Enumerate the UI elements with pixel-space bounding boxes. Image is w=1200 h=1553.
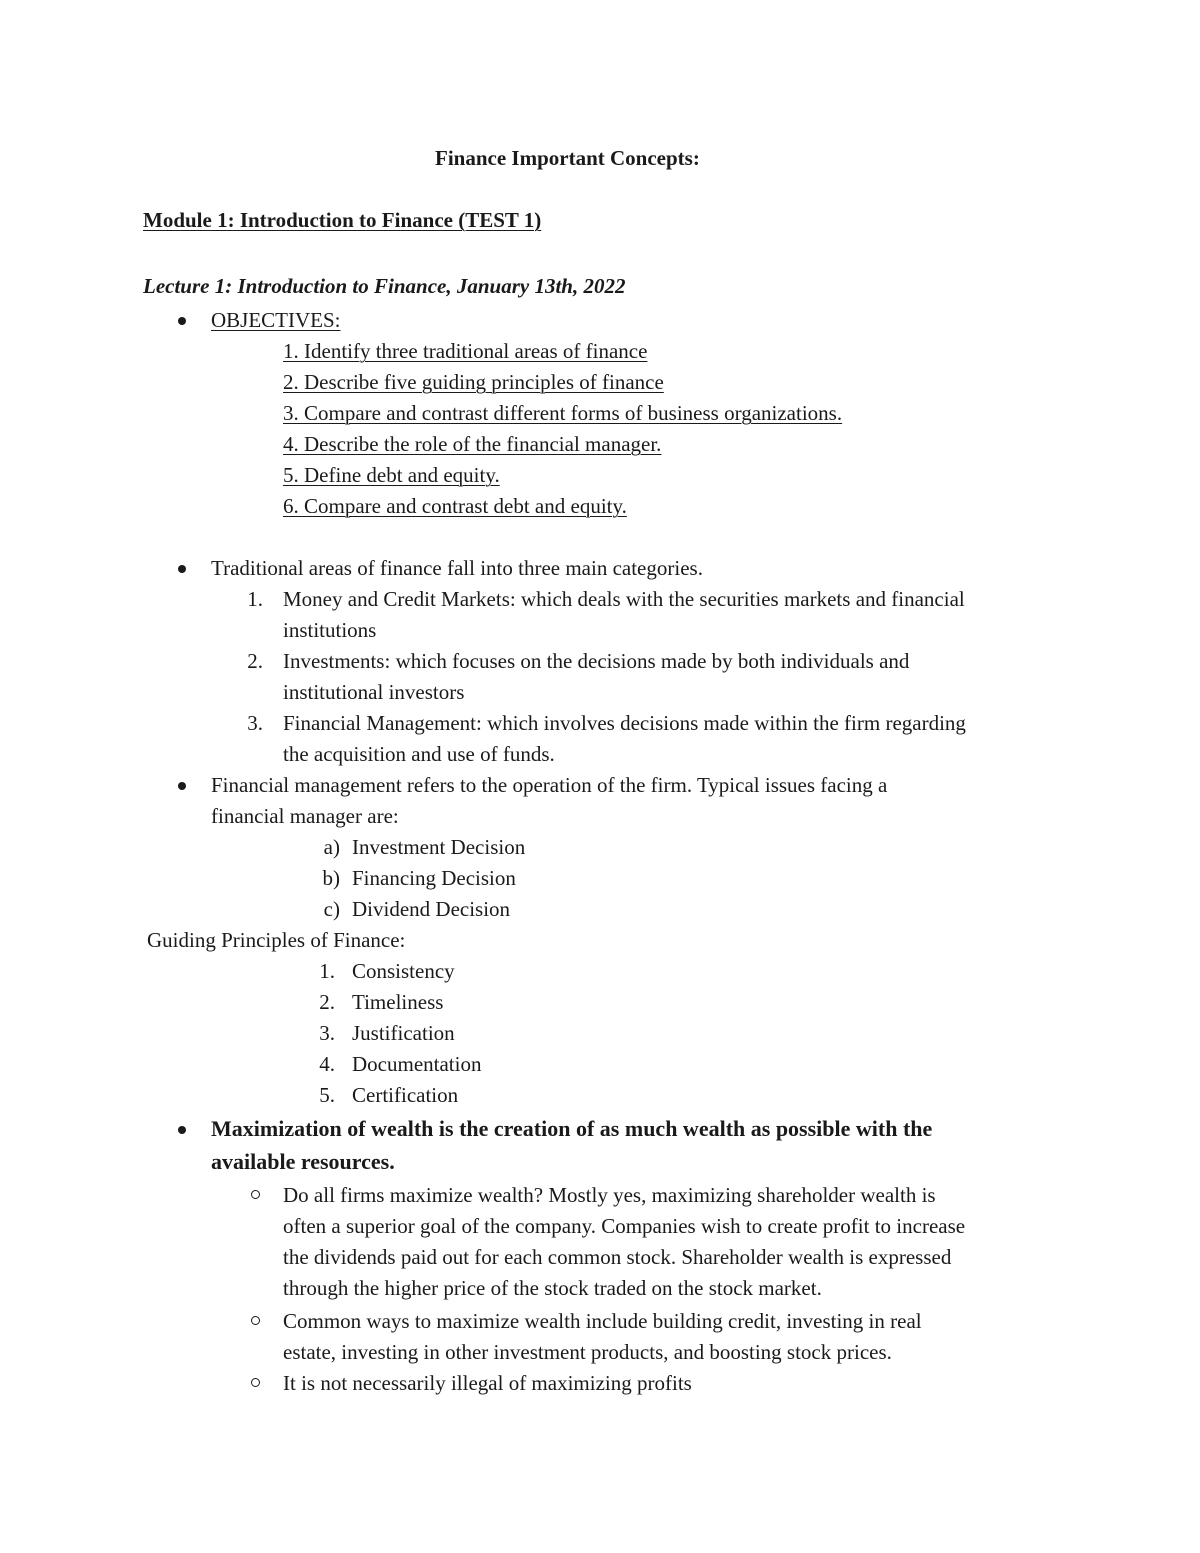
list-number: 3. bbox=[247, 711, 263, 735]
objective-item: 5. Define debt and equity. bbox=[283, 463, 500, 487]
lecture-heading: Lecture 1: Introduction to Finance, January 13th, 2022 bbox=[143, 274, 626, 298]
traditional-item-line: institutional investors bbox=[283, 680, 465, 704]
principle-item: Certification bbox=[352, 1083, 459, 1107]
list-letter: c) bbox=[323, 897, 340, 921]
decision-item: Dividend Decision bbox=[352, 897, 511, 921]
sub-point-line: often a superior goal of the company. Companies wish to create profit to increase bbox=[283, 1214, 966, 1238]
list-number: 5. bbox=[319, 1083, 335, 1107]
maximization-heading: available resources. bbox=[211, 1149, 395, 1174]
sub-point-line: estate, investing in other investment products, and boosting stock prices. bbox=[283, 1340, 892, 1364]
decision-item: Investment Decision bbox=[352, 835, 526, 859]
list-number: 4. bbox=[319, 1052, 335, 1076]
bullet-icon bbox=[178, 565, 186, 573]
maximization-heading: Maximization of wealth is the creation of as much wealth as possible with the bbox=[211, 1116, 933, 1141]
list-number: 3. bbox=[319, 1021, 335, 1045]
bullet-icon bbox=[178, 1126, 186, 1134]
finmgmt-text: financial manager are: bbox=[211, 804, 399, 828]
bullet-icon bbox=[178, 782, 186, 790]
sub-point-line: Common ways to maximize wealth include building credit, investing in real bbox=[283, 1309, 922, 1333]
sub-point-line: It is not necessarily illegal of maximizing profits bbox=[283, 1371, 692, 1395]
list-letter: b) bbox=[322, 866, 340, 890]
finmgmt-text: Financial management refers to the operation of the firm. Typical issues facing a bbox=[211, 773, 888, 797]
objective-item: 1. Identify three traditional areas of finance bbox=[283, 339, 648, 363]
list-number: 2. bbox=[319, 990, 335, 1014]
list-number: 2. bbox=[247, 649, 263, 673]
module-heading: Module 1: Introduction to Finance (TEST 1) bbox=[143, 208, 542, 232]
principle-item: Documentation bbox=[352, 1052, 482, 1076]
objective-item: 4. Describe the role of the financial manager. bbox=[283, 432, 662, 456]
list-number: 1. bbox=[319, 959, 335, 983]
circle-bullet-icon bbox=[251, 1190, 260, 1199]
objective-item: 2. Describe five guiding principles of finance bbox=[283, 370, 664, 394]
list-number: 1. bbox=[247, 587, 263, 611]
traditional-intro: Traditional areas of finance fall into three main categories. bbox=[211, 556, 703, 580]
guiding-label: Guiding Principles of Finance: bbox=[147, 928, 406, 952]
bullet-icon bbox=[178, 317, 186, 325]
traditional-item-line: Investments: which focuses on the decisions made by both individuals and bbox=[283, 649, 910, 673]
sub-point-line: through the higher price of the stock traded on the stock market. bbox=[283, 1276, 822, 1300]
sub-point-line: the dividends paid out for each common stock. Shareholder wealth is expressed bbox=[283, 1245, 952, 1269]
principle-item: Consistency bbox=[352, 959, 455, 983]
circle-bullet-icon bbox=[251, 1316, 260, 1325]
objectives-label: OBJECTIVES: bbox=[211, 308, 341, 332]
traditional-item-line: Financial Management: which involves decisions made within the firm regarding bbox=[283, 711, 966, 735]
list-letter: a) bbox=[323, 835, 340, 859]
sub-point-line: Do all firms maximize wealth? Mostly yes, maximizing shareholder wealth is bbox=[283, 1183, 936, 1207]
traditional-item-line: Money and Credit Markets: which deals with the securities markets and financial bbox=[283, 587, 965, 611]
principle-item: Justification bbox=[352, 1021, 455, 1045]
objective-item: 6. Compare and contrast debt and equity. bbox=[283, 494, 627, 518]
principle-item: Timeliness bbox=[352, 990, 444, 1014]
circle-bullet-icon bbox=[251, 1378, 260, 1387]
document-title: Finance Important Concepts: bbox=[435, 146, 700, 170]
traditional-item-line: the acquisition and use of funds. bbox=[283, 742, 555, 766]
objective-item: 3. Compare and contrast different forms of business organizations. bbox=[283, 401, 843, 425]
decision-item: Financing Decision bbox=[352, 866, 516, 890]
traditional-item-line: institutions bbox=[283, 618, 377, 642]
